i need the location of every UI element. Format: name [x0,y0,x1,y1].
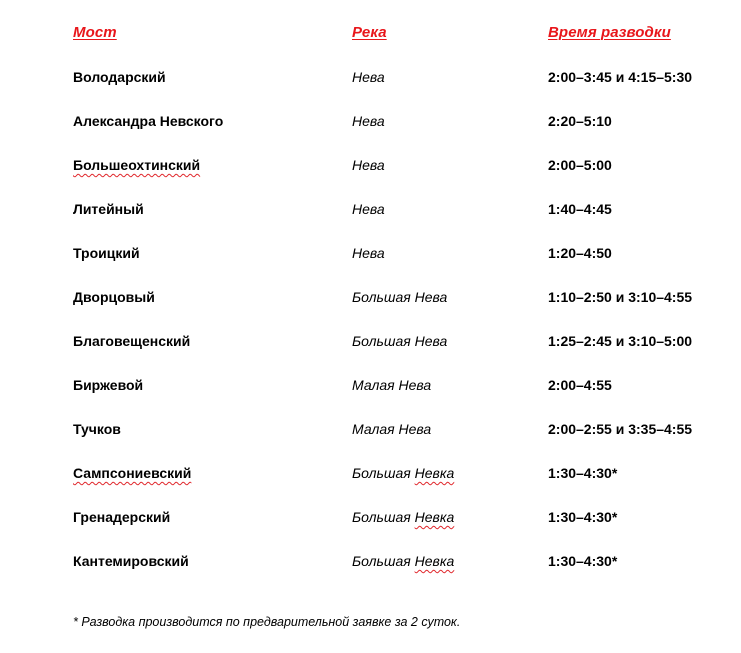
bridge-name: Большеохтинский [73,157,201,173]
bridge-name: Литейный [73,201,144,217]
table-row [0,113,741,135]
header-time: Время разводки [548,24,671,41]
bridge-name: Сампсониевский [73,465,192,481]
opening-time: 2:20–5:10 [548,113,612,129]
bridge-name: Троицкий [73,245,140,261]
river-name-suffix: Невка [414,509,455,525]
bridge-name: Дворцовый [73,289,155,305]
river-name: Большая Нева [352,289,448,305]
river-name: Малая Нева [352,421,432,437]
table-row [0,509,741,531]
table-row [0,333,741,355]
river-name [352,465,454,481]
river-name-prefix: Большая [352,465,415,481]
opening-time: 2:00–5:00 [548,157,612,173]
table-row [0,201,741,223]
bridge-name: Гренадерский [73,509,171,525]
table-row [0,377,741,399]
table-row [0,553,741,575]
bridge-name: Александра Невского [73,113,224,129]
river-name: Малая Нева [352,377,432,393]
table-row [0,69,741,91]
opening-time: 1:30–4:30* [548,465,618,481]
bridge-name: Тучков [73,421,121,437]
river-name: Нева [352,245,385,261]
river-name: Нева [352,113,385,129]
river-name-prefix: Большая [352,553,415,569]
river-name [352,509,454,525]
opening-time: 2:00–4:55 [548,377,612,393]
table-row [0,157,741,179]
opening-time: 1:30–4:30* [548,553,618,569]
bridge-name: Кантемировский [73,553,189,569]
river-name-suffix: Невка [414,553,455,569]
opening-time: 1:10–2:50 и 3:10–4:55 [548,289,693,305]
river-name: Нева [352,69,385,85]
river-name [352,553,454,569]
bridge-name: Биржевой [73,377,144,393]
opening-time: 1:20–4:50 [548,245,612,261]
table-row [0,289,741,311]
opening-time: 1:30–4:30* [548,509,618,525]
table-row [0,465,741,487]
opening-time: 2:00–2:55 и 3:35–4:55 [548,421,693,437]
header-bridge: Мост [73,24,117,41]
river-name: Большая Нева [352,333,448,349]
table-row [0,421,741,443]
bridge-name: Благовещенский [73,333,191,349]
opening-time: 2:00–3:45 и 4:15–5:30 [548,69,693,85]
header-river: Река [352,24,387,41]
table-header-row [0,24,741,46]
bridge-name: Володарский [73,69,166,85]
river-name-prefix: Большая [352,509,415,525]
opening-time: 1:25–2:45 и 3:10–5:00 [548,333,693,349]
opening-time: 1:40–4:45 [548,201,612,217]
footnote: * Разводка производится по предварительной заявке за 2 суток. [73,615,461,629]
table-row [0,245,741,267]
river-name: Нева [352,157,385,173]
river-name: Нева [352,201,385,217]
river-name-suffix: Невка [414,465,455,481]
